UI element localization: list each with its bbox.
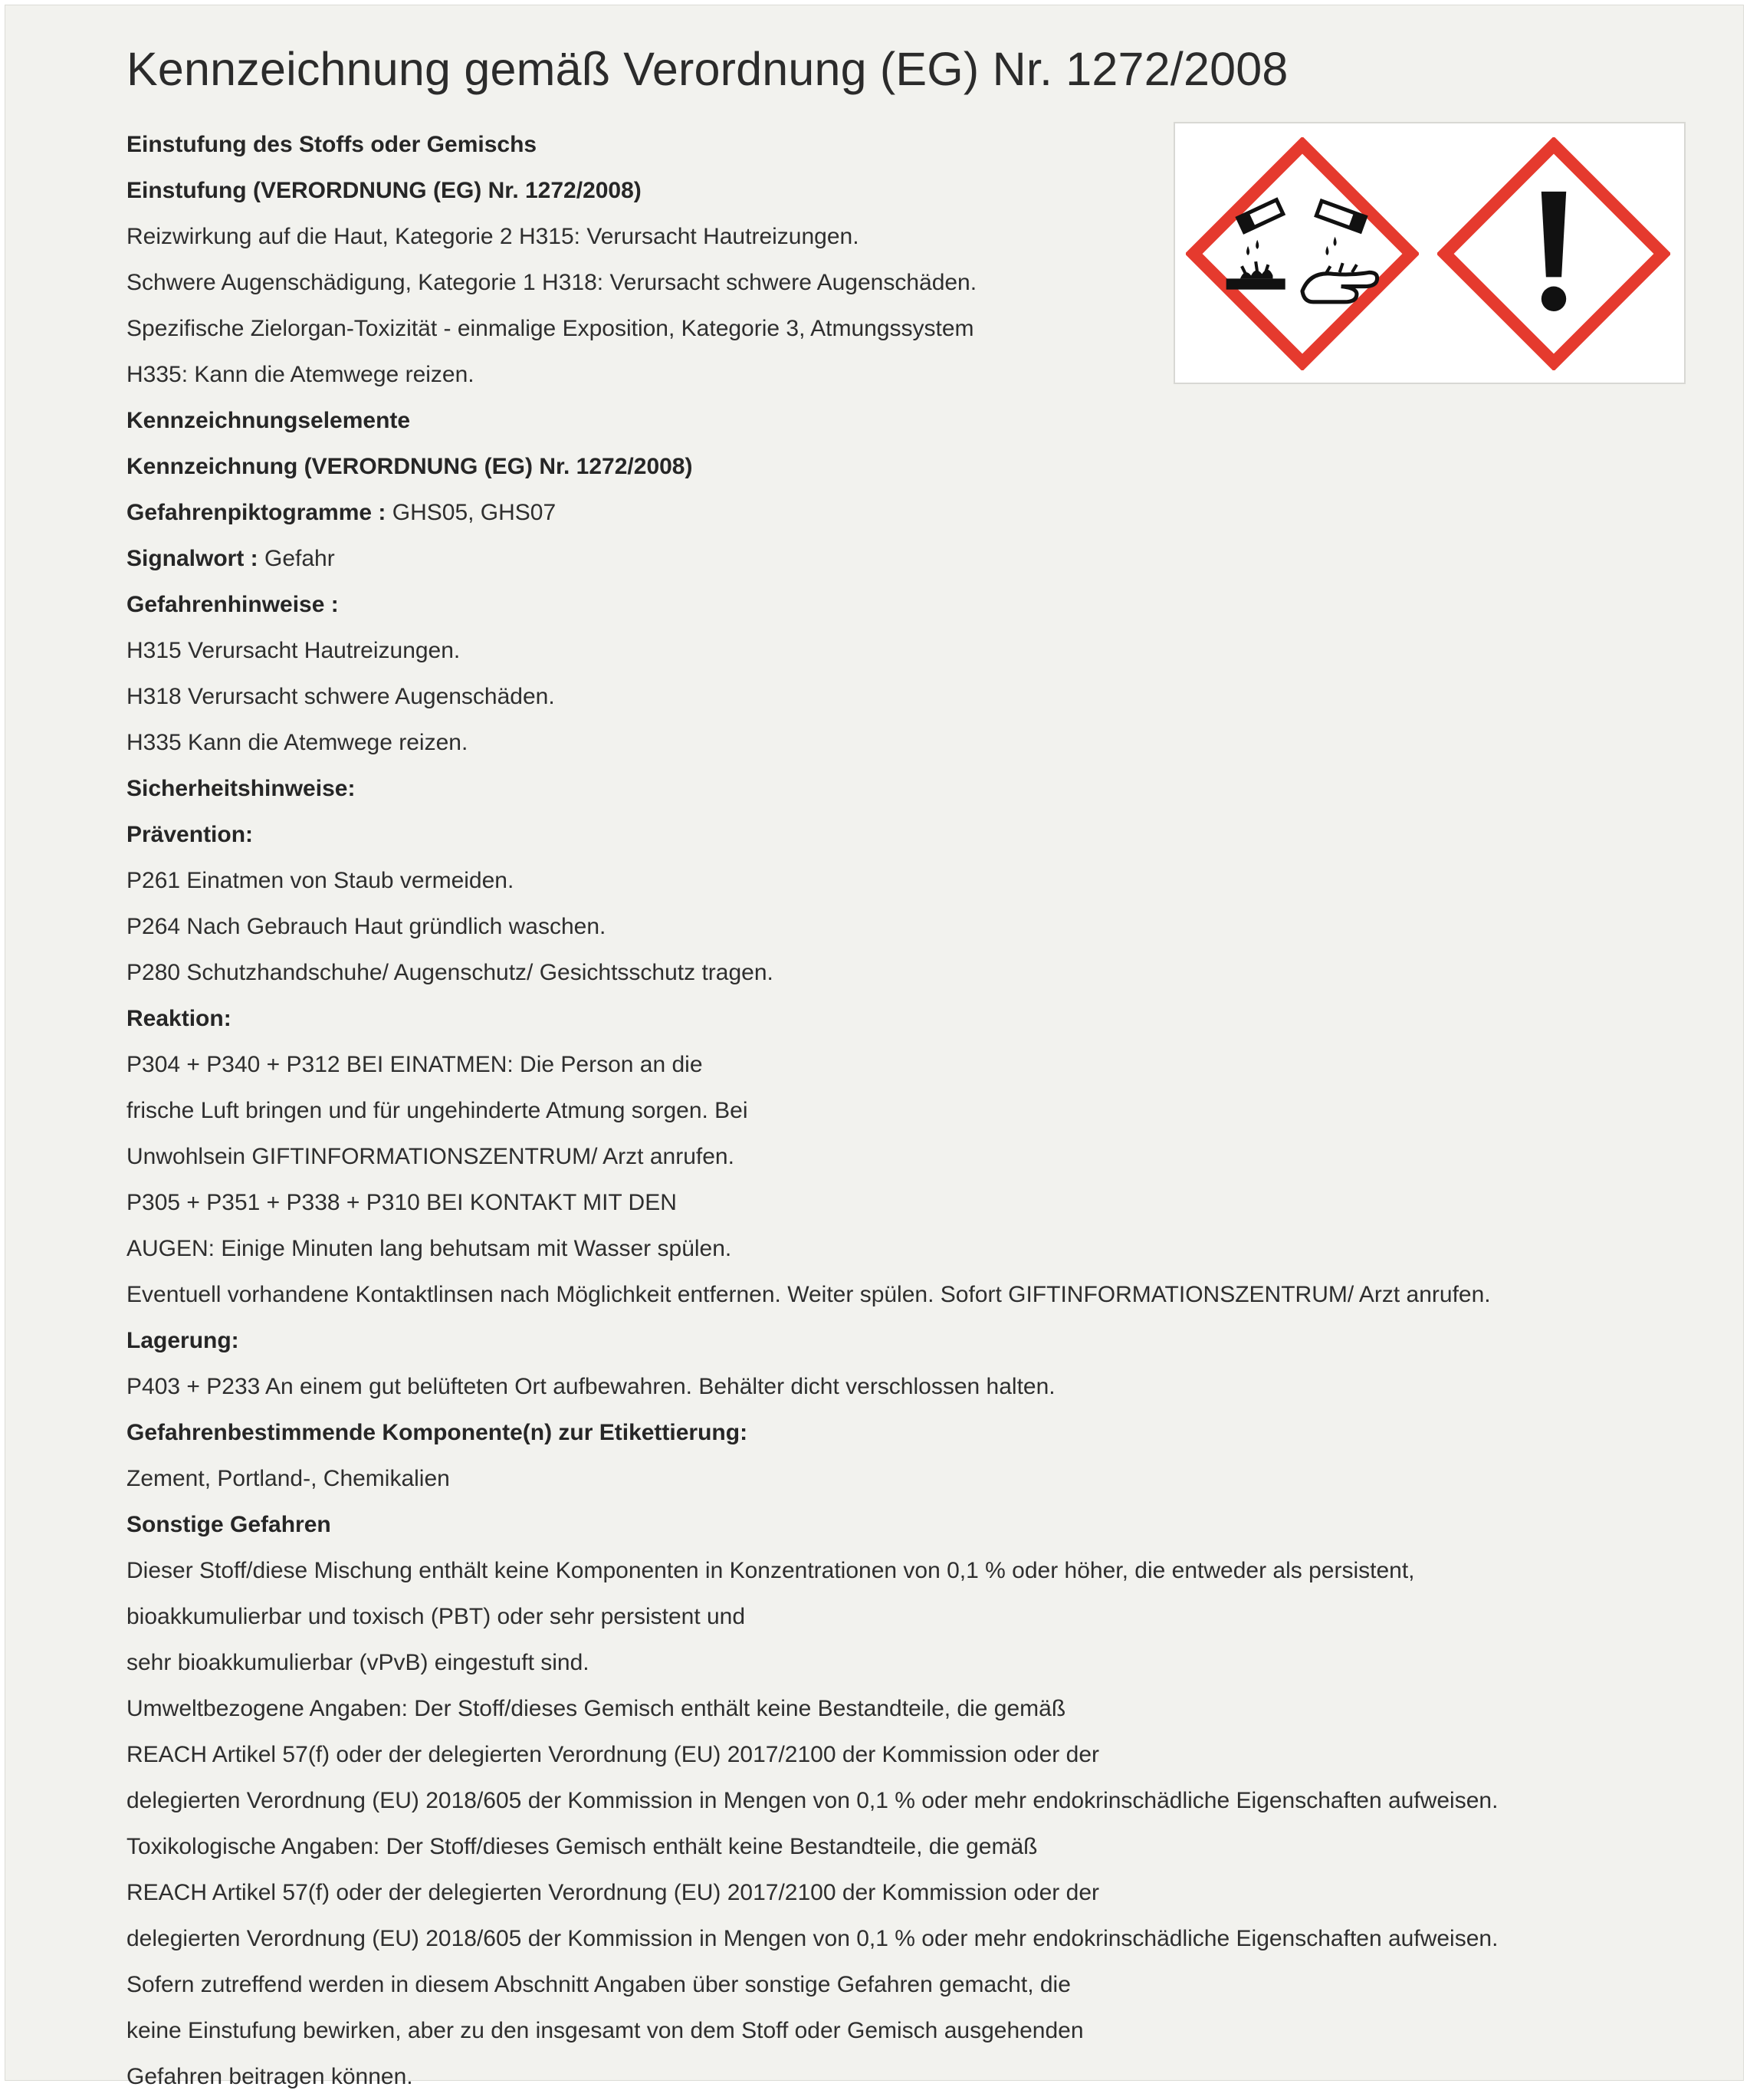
text-line: Unwohlsein GIFTINFORMATIONSZENTRUM/ Arzt anrufen. [126, 1144, 734, 1169]
text-line: Umweltbezogene Angaben: Der Stoff/dieses Gemisch enthält keine Bestandteile, die gemäß [126, 1696, 1066, 1721]
text-line: Zement, Portland-, Chemikalien [126, 1466, 450, 1491]
text-line: H335 Kann die Atemwege reizen. [126, 730, 468, 755]
section-heading: Sonstige Gefahren [126, 1512, 331, 1537]
text-line: Dieser Stoff/diese Mischung enthält keine Komponenten in Konzentrationen von 0,1 % oder höher, die entweder als persistent, [126, 1558, 1415, 1583]
field-label: Signalwort : [126, 546, 264, 571]
text-line: frische Luft bringen und für ungehinderte Atmung sorgen. Bei [126, 1098, 748, 1123]
text-line: delegierten Verordnung (EU) 2018/605 der Kommission in Mengen von 0,1 % oder mehr endokrinschädliche Eigenschaften aufweisen. [126, 1788, 1499, 1813]
label-value-line [126, 536, 1736, 582]
text-line: AUGEN: Einige Minuten lang behutsam mit Wasser spülen. [126, 1236, 732, 1261]
section-heading: Sicherheitshinweise: [126, 776, 356, 801]
text-line: Sofern zutreffend werden in diesem Abschnitt Angaben über sonstige Gefahren gemacht, die [126, 1972, 1071, 1997]
text-line: REACH Artikel 57(f) oder der delegierten Verordnung (EU) 2017/2100 der Kommission oder der [126, 1880, 1099, 1905]
section-heading: Einstufung (VERORDNUNG (EG) Nr. 1272/2008) [126, 178, 642, 203]
section-heading: Lagerung: [126, 1328, 239, 1353]
section-heading: Kennzeichnung (VERORDNUNG (EG) Nr. 1272/2008) [126, 454, 693, 479]
document-body [126, 122, 1736, 2100]
document-panel [5, 5, 1744, 2089]
text-line: H315 Verursacht Hautreizungen. [126, 638, 461, 663]
text-line: P264 Nach Gebrauch Haut gründlich waschen. [126, 914, 606, 939]
text-line: REACH Artikel 57(f) oder der delegierten Verordnung (EU) 2017/2100 der Kommission oder der [126, 1742, 1099, 1767]
text-line: H318 Verursacht schwere Augenschäden. [126, 684, 555, 709]
field-label: Gefahrenpiktogramme : [126, 500, 392, 525]
text-line: Eventuell vorhandene Kontaktlinsen nach Möglichkeit entfernen. Weiter spülen. Sofort GIFTINFORMATIONSZENTRUM/ Arzt anrufen. [126, 1282, 1491, 1307]
text-line: Reizwirkung auf die Haut, Kategorie 2 H315: Verursacht Hautreizungen. [126, 224, 859, 249]
text-line: keine Einstufung bewirken, aber zu den insgesamt von dem Stoff oder Gemisch ausgehenden [126, 2018, 1084, 2043]
text-line: P403 + P233 An einem gut belüfteten Ort aufbewahren. Behälter dicht verschlossen halten. [126, 1374, 1056, 1399]
section-heading: Gefahrenbestimmende Komponente(n) zur Etikettierung: [126, 1420, 748, 1445]
section-heading: Einstufung des Stoffs oder Gemischs [126, 132, 537, 157]
text-line: Schwere Augenschädigung, Kategorie 1 H318: Verursacht schwere Augenschäden. [126, 270, 977, 295]
field-value: Gefahr [264, 546, 335, 571]
text-line: delegierten Verordnung (EU) 2018/605 der Kommission in Mengen von 0,1 % oder mehr endokrinschädliche Eigenschaften aufweisen. [126, 1926, 1499, 1951]
section-heading: Reaktion: [126, 1006, 231, 1031]
text-line: Gefahren beitragen können. [126, 2064, 413, 2089]
page-title: Kennzeichnung gemäß Verordnung (EG) Nr. 1272/2008 [126, 43, 1289, 95]
text-line: sehr bioakkumulierbar (vPvB) eingestuft sind. [126, 1650, 589, 1675]
text-line: P305 + P351 + P338 + P310 BEI KONTAKT MIT DEN [126, 1190, 677, 1215]
text-line: Spezifische Zielorgan-Toxizität - einmalige Exposition, Kategorie 3, Atmungssystem [126, 316, 974, 341]
text-line: P304 + P340 + P312 BEI EINATMEN: Die Person an die [126, 1052, 703, 1077]
text-line: bioakkumulierbar und toxisch (PBT) oder sehr persistent und [126, 1604, 746, 1629]
section-heading: Kennzeichnungselemente [126, 408, 411, 433]
label-value-line [126, 490, 1736, 536]
field-value: GHS05, GHS07 [392, 500, 557, 525]
text-line: Toxikologische Angaben: Der Stoff/dieses Gemisch enthält keine Bestandteile, die gemäß [126, 1834, 1038, 1859]
text-line: H335: Kann die Atemwege reizen. [126, 362, 474, 387]
text-line: P261 Einatmen von Staub vermeiden. [126, 868, 514, 893]
section-heading: Gefahrenhinweise : [126, 592, 339, 617]
text-line: P280 Schutzhandschuhe/ Augenschutz/ Gesichtsschutz tragen. [126, 960, 773, 985]
section-heading: Prävention: [126, 822, 254, 847]
